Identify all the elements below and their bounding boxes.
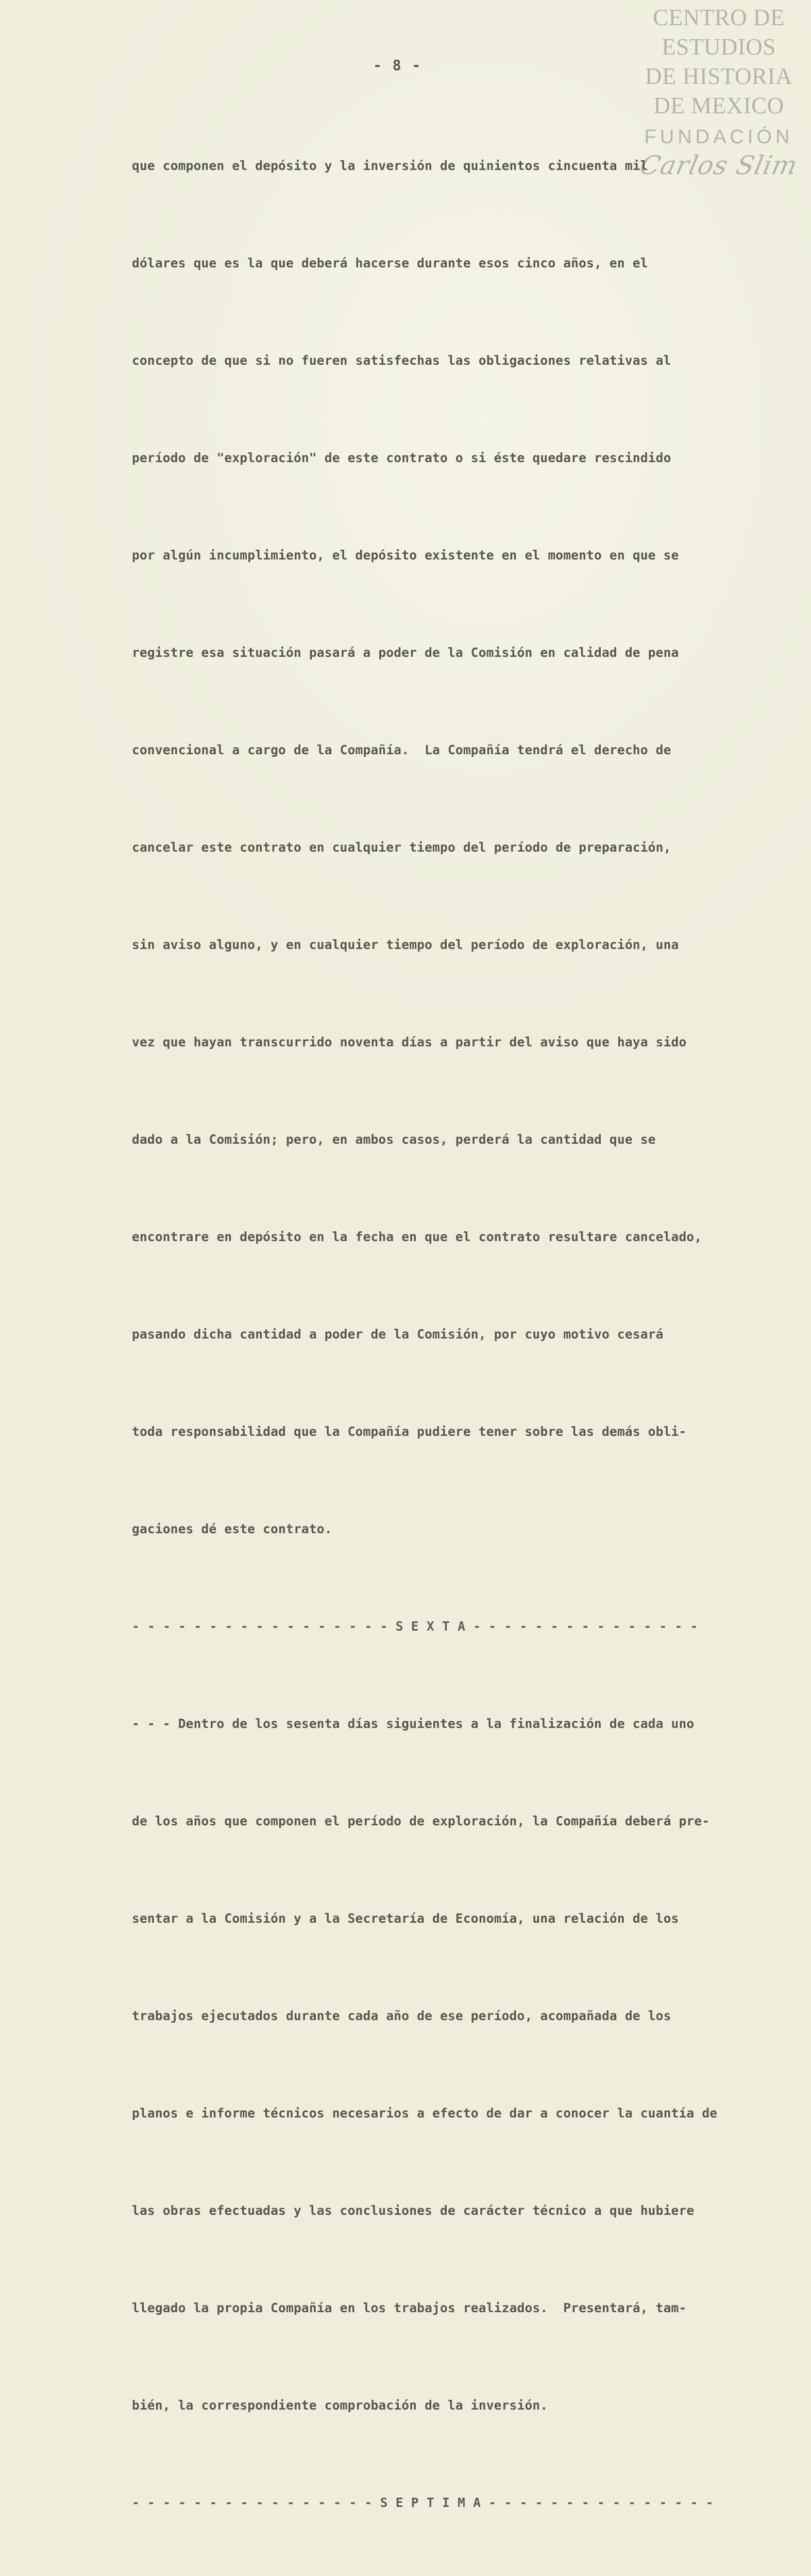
watermark-line-3: DE HISTORIA <box>645 63 792 89</box>
text-line: dado a la Comisión; pero, en ambos casos, perderá la cantidad que se <box>132 1132 656 1147</box>
text-line: dólares que es la que deberá hacerse durante esos cinco años, en el <box>132 256 648 270</box>
text-line: vez que hayan transcurrido noventa días a partir del aviso que haya sido <box>132 1035 687 1049</box>
watermark-line-4: DE MEXICO <box>653 93 784 118</box>
watermark-signature: Carlos Slim <box>637 150 801 180</box>
text-line: registre esa situación pasará a poder de la Comisión en calidad de pena <box>132 645 679 660</box>
text-line: convencional a cargo de la Compañía. La Compañía tendrá el derecho de <box>132 742 671 757</box>
text-line: las obras efectuadas y las conclusiones de carácter técnico a que hubiere <box>132 2203 695 2218</box>
text-line: que componen el depósito y la inversión de quinientos cincuenta mil <box>132 158 648 173</box>
section-heading-septima: - - - - - - - - - - - - - - - - S E P T I M A - - - - - - - - - - - - - - - <box>132 2495 714 2510</box>
text-line: período de "exploración" de este contrato o si éste quedare rescindido <box>132 450 671 465</box>
text-line: planos e informe técnicos necesarios a efecto de dar a conocer la cuantía de <box>132 2106 718 2121</box>
watermark-fundacion: FUNDACIÓN <box>644 126 793 148</box>
text-line: trabajos ejecutados durante cada año de ese período, acompañada de los <box>132 2008 671 2023</box>
page-number: - 8 - <box>373 57 422 74</box>
watermark-line-2: ESTUDIOS <box>662 34 776 60</box>
text-line: sentar a la Comisión y a la Secretaría de Economía, una relación de los <box>132 1911 679 1926</box>
text-line: gaciones dé este contrato. <box>132 1521 332 1536</box>
text-line: sin aviso alguno, y en cualquier tiempo del período de exploración, una <box>132 937 679 952</box>
text-line: de los años que componen el período de exploración, la Compañía deberá pre- <box>132 1814 710 1828</box>
text-line: llegado la propia Compañía en los trabajos realizados. Presentará, tam- <box>132 2300 687 2315</box>
text-line: encontrare en depósito en la fecha en que el contrato resultare cancelado, <box>132 1229 702 1244</box>
document-body <box>132 84 735 2576</box>
text-line: concepto de que si no fueren satisfechas las obligaciones relativas al <box>132 353 671 368</box>
text-line: toda responsabilidad que la Compañía pudiere tener sobre las demás obli- <box>132 1424 687 1439</box>
watermark-line-1: CENTRO DE <box>653 5 785 30</box>
text-line: por algún incumplimiento, el depósito existente en el momento en que se <box>132 548 679 563</box>
text-line: cancelar este contrato en cualquier tiempo del período de preparación, <box>132 840 671 855</box>
text-line: bién, la correspondiente comprobación de la inversión. <box>132 2398 548 2413</box>
text-line: - - - Dentro de los sesenta días siguientes a la finalización de cada uno <box>132 1716 695 1731</box>
section-heading-sexta: - - - - - - - - - - - - - - - - - S E X T A - - - - - - - - - - - - - - - <box>132 1619 698 1634</box>
text-line: pasando dicha cantidad a poder de la Comisión, por cuyo motivo cesará <box>132 1327 664 1342</box>
